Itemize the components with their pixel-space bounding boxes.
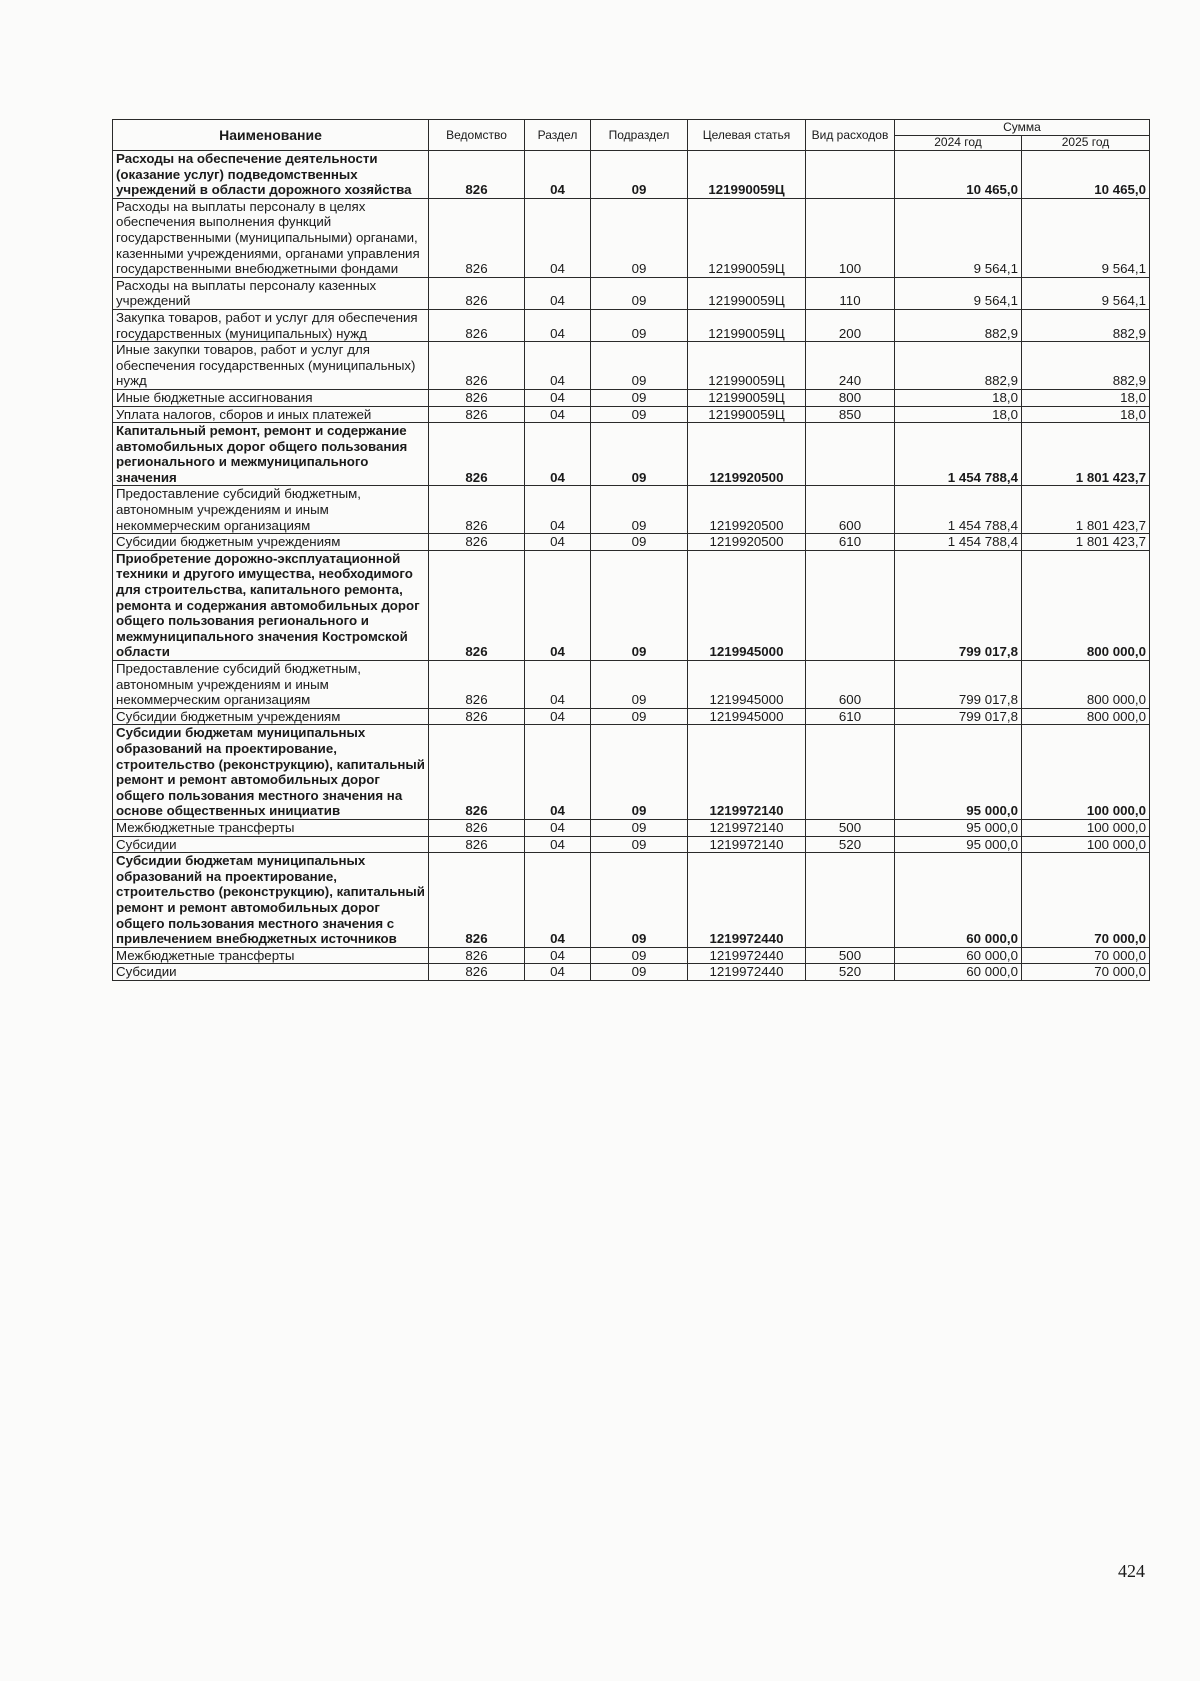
row-vid-rashodov: 100 [806, 198, 895, 277]
row-razdel: 04 [525, 198, 591, 277]
row-celevaya-statya: 1219972140 [688, 836, 806, 853]
row-sum-2025: 70 000,0 [1022, 964, 1150, 981]
row-vid-rashodov: 240 [806, 342, 895, 390]
header-summa: Сумма [895, 120, 1150, 136]
row-name: Межбюджетные трансферты [113, 947, 429, 964]
table-row [113, 836, 1150, 853]
row-razdel: 04 [525, 309, 591, 341]
row-sum-2024: 95 000,0 [895, 836, 1022, 853]
table-row [113, 853, 1150, 948]
row-sum-2024: 18,0 [895, 406, 1022, 423]
row-sum-2025: 882,9 [1022, 309, 1150, 341]
table-row [113, 342, 1150, 390]
row-name: Субсидии бюджетам муниципальных образований на проектирование, строительство (реконструкцию), капитальный ремонт и ремонт автомобильных дорог общего пользования местного значения на основе общественных инициатив [113, 725, 429, 820]
row-vedomstvo: 826 [429, 947, 525, 964]
row-sum-2025: 18,0 [1022, 389, 1150, 406]
header-vid-rashodov: Вид расходов [806, 120, 895, 151]
row-vid-rashodov [806, 853, 895, 948]
row-celevaya-statya: 1219972140 [688, 819, 806, 836]
table-row [113, 198, 1150, 277]
row-podrazdel: 09 [591, 725, 688, 820]
row-celevaya-statya: 121990059Ц [688, 406, 806, 423]
row-vid-rashodov: 600 [806, 486, 895, 534]
row-razdel: 04 [525, 389, 591, 406]
row-sum-2024: 10 465,0 [895, 151, 1022, 199]
row-sum-2024: 9 564,1 [895, 198, 1022, 277]
table-row [113, 534, 1150, 551]
row-name: Межбюджетные трансферты [113, 819, 429, 836]
row-vid-rashodov [806, 725, 895, 820]
row-podrazdel: 09 [591, 277, 688, 309]
row-vedomstvo: 826 [429, 406, 525, 423]
row-podrazdel: 09 [591, 198, 688, 277]
row-celevaya-statya: 1219972140 [688, 725, 806, 820]
row-sum-2024: 882,9 [895, 309, 1022, 341]
row-razdel: 04 [525, 661, 591, 709]
header-podrazdel: Подраздел [591, 120, 688, 151]
row-sum-2025: 10 465,0 [1022, 151, 1150, 199]
row-vedomstvo: 826 [429, 708, 525, 725]
budget-table [112, 119, 1150, 981]
table-row [113, 708, 1150, 725]
header-2024: 2024 год [895, 136, 1022, 151]
row-podrazdel: 09 [591, 964, 688, 981]
row-vedomstvo: 826 [429, 486, 525, 534]
row-celevaya-statya: 121990059Ц [688, 151, 806, 199]
row-name: Предоставление субсидий бюджетным, автономным учреждениям и иным некоммерческим организациям [113, 661, 429, 709]
row-sum-2024: 1 454 788,4 [895, 486, 1022, 534]
table-row [113, 947, 1150, 964]
row-vedomstvo: 826 [429, 151, 525, 199]
row-sum-2025: 100 000,0 [1022, 819, 1150, 836]
row-sum-2025: 9 564,1 [1022, 277, 1150, 309]
row-name: Субсидии бюджетным учреждениям [113, 708, 429, 725]
row-vid-rashodov: 610 [806, 534, 895, 551]
row-name: Приобретение дорожно-эксплуатационной техники и другого имущества, необходимого для строительства, капитального ремонта, ремонта и содержания автомобильных дорог общего пользования регионального и межмуниципального значения Костромской области [113, 550, 429, 660]
row-podrazdel: 09 [591, 342, 688, 390]
row-celevaya-statya: 1219972440 [688, 853, 806, 948]
table-row [113, 389, 1150, 406]
row-name: Иные бюджетные ассигнования [113, 389, 429, 406]
table-row [113, 277, 1150, 309]
table-row [113, 661, 1150, 709]
table-row [113, 309, 1150, 341]
row-vedomstvo: 826 [429, 819, 525, 836]
row-name: Иные закупки товаров, работ и услуг для обеспечения государственных (муниципальных) нужд [113, 342, 429, 390]
row-vid-rashodov: 500 [806, 947, 895, 964]
row-razdel: 04 [525, 819, 591, 836]
row-razdel: 04 [525, 836, 591, 853]
row-podrazdel: 09 [591, 836, 688, 853]
row-razdel: 04 [525, 947, 591, 964]
row-sum-2024: 1 454 788,4 [895, 534, 1022, 551]
row-razdel: 04 [525, 486, 591, 534]
header-name: Наименование [113, 120, 429, 151]
row-podrazdel: 09 [591, 947, 688, 964]
row-vid-rashodov: 500 [806, 819, 895, 836]
row-sum-2025: 800 000,0 [1022, 661, 1150, 709]
row-celevaya-statya: 1219920500 [688, 486, 806, 534]
row-podrazdel: 09 [591, 389, 688, 406]
row-vid-rashodov: 800 [806, 389, 895, 406]
row-vedomstvo: 826 [429, 423, 525, 486]
row-sum-2024: 60 000,0 [895, 853, 1022, 948]
row-celevaya-statya: 1219945000 [688, 550, 806, 660]
row-vid-rashodov: 200 [806, 309, 895, 341]
header-vedomstvo: Ведомство [429, 120, 525, 151]
row-sum-2025: 70 000,0 [1022, 853, 1150, 948]
row-podrazdel: 09 [591, 708, 688, 725]
row-name: Субсидии [113, 964, 429, 981]
row-podrazdel: 09 [591, 486, 688, 534]
table-row [113, 423, 1150, 486]
row-celevaya-statya: 121990059Ц [688, 342, 806, 390]
row-celevaya-statya: 1219920500 [688, 423, 806, 486]
row-sum-2024: 882,9 [895, 342, 1022, 390]
row-vedomstvo: 826 [429, 389, 525, 406]
row-razdel: 04 [525, 277, 591, 309]
row-podrazdel: 09 [591, 151, 688, 199]
row-razdel: 04 [525, 534, 591, 551]
row-vedomstvo: 826 [429, 661, 525, 709]
row-celevaya-statya: 121990059Ц [688, 277, 806, 309]
row-razdel: 04 [525, 853, 591, 948]
row-vedomstvo: 826 [429, 309, 525, 341]
row-sum-2024: 799 017,8 [895, 708, 1022, 725]
row-sum-2025: 1 801 423,7 [1022, 534, 1150, 551]
row-vedomstvo: 826 [429, 725, 525, 820]
row-celevaya-statya: 121990059Ц [688, 389, 806, 406]
row-razdel: 04 [525, 406, 591, 423]
row-vid-rashodov: 520 [806, 836, 895, 853]
row-vid-rashodov [806, 151, 895, 199]
row-celevaya-statya: 121990059Ц [688, 309, 806, 341]
row-vedomstvo: 826 [429, 964, 525, 981]
row-sum-2025: 882,9 [1022, 342, 1150, 390]
row-vedomstvo: 826 [429, 836, 525, 853]
row-podrazdel: 09 [591, 550, 688, 660]
row-sum-2024: 95 000,0 [895, 819, 1022, 836]
row-name: Предоставление субсидий бюджетным, автономным учреждениям и иным некоммерческим организациям [113, 486, 429, 534]
row-sum-2024: 9 564,1 [895, 277, 1022, 309]
row-razdel: 04 [525, 964, 591, 981]
row-name: Уплата налогов, сборов и иных платежей [113, 406, 429, 423]
row-sum-2025: 1 801 423,7 [1022, 423, 1150, 486]
row-name: Расходы на обеспечение деятельности (оказание услуг) подведомственных учреждений в области дорожного хозяйства [113, 151, 429, 199]
row-name: Субсидии бюджетам муниципальных образований на проектирование, строительство (реконструкцию), капитальный ремонт и ремонт автомобильных дорог общего пользования местного значения с привлечением внебюджетных источников [113, 853, 429, 948]
row-sum-2025: 9 564,1 [1022, 198, 1150, 277]
row-podrazdel: 09 [591, 819, 688, 836]
table-row [113, 725, 1150, 820]
row-sum-2025: 800 000,0 [1022, 550, 1150, 660]
row-vedomstvo: 826 [429, 853, 525, 948]
page-number: 424 [1118, 1561, 1145, 1581]
row-sum-2024: 799 017,8 [895, 550, 1022, 660]
row-sum-2024: 60 000,0 [895, 964, 1022, 981]
row-sum-2024: 18,0 [895, 389, 1022, 406]
row-razdel: 04 [525, 342, 591, 390]
row-name: Субсидии [113, 836, 429, 853]
table-body [113, 151, 1150, 981]
row-podrazdel: 09 [591, 534, 688, 551]
row-vid-rashodov: 110 [806, 277, 895, 309]
row-celevaya-statya: 1219920500 [688, 534, 806, 551]
row-sum-2024: 1 454 788,4 [895, 423, 1022, 486]
row-razdel: 04 [525, 423, 591, 486]
row-podrazdel: 09 [591, 423, 688, 486]
table-row [113, 550, 1150, 660]
row-sum-2024: 799 017,8 [895, 661, 1022, 709]
row-sum-2025: 70 000,0 [1022, 947, 1150, 964]
row-name: Субсидии бюджетным учреждениям [113, 534, 429, 551]
table-row [113, 819, 1150, 836]
row-celevaya-statya: 121990059Ц [688, 198, 806, 277]
row-sum-2025: 18,0 [1022, 406, 1150, 423]
row-name: Капитальный ремонт, ремонт и содержание автомобильных дорог общего пользования регионального и межмуниципального значения [113, 423, 429, 486]
row-vid-rashodov [806, 550, 895, 660]
row-sum-2025: 1 801 423,7 [1022, 486, 1150, 534]
row-razdel: 04 [525, 550, 591, 660]
table-row [113, 964, 1150, 981]
row-celevaya-statya: 1219945000 [688, 708, 806, 725]
row-sum-2024: 95 000,0 [895, 725, 1022, 820]
row-name: Расходы на выплаты персоналу казенных учреждений [113, 277, 429, 309]
table-row [113, 151, 1150, 199]
row-vid-rashodov: 600 [806, 661, 895, 709]
header-razdel: Раздел [525, 120, 591, 151]
table-row [113, 406, 1150, 423]
row-vedomstvo: 826 [429, 198, 525, 277]
row-razdel: 04 [525, 725, 591, 820]
row-celevaya-statya: 1219972440 [688, 947, 806, 964]
row-celevaya-statya: 1219945000 [688, 661, 806, 709]
row-vedomstvo: 826 [429, 277, 525, 309]
table-row [113, 486, 1150, 534]
row-sum-2024: 60 000,0 [895, 947, 1022, 964]
row-podrazdel: 09 [591, 853, 688, 948]
row-podrazdel: 09 [591, 406, 688, 423]
header-2025: 2025 год [1022, 136, 1150, 151]
row-razdel: 04 [525, 151, 591, 199]
row-vedomstvo: 826 [429, 534, 525, 551]
row-celevaya-statya: 1219972440 [688, 964, 806, 981]
row-sum-2025: 100 000,0 [1022, 836, 1150, 853]
row-vid-rashodov [806, 423, 895, 486]
row-vid-rashodov: 520 [806, 964, 895, 981]
row-razdel: 04 [525, 708, 591, 725]
row-sum-2025: 800 000,0 [1022, 708, 1150, 725]
row-vedomstvo: 826 [429, 550, 525, 660]
header-celevaya-statya: Целевая статья [688, 120, 806, 151]
row-name: Расходы на выплаты персоналу в целях обеспечения выполнения функций государственными (муниципальными) органами, казенными учреждениями, органами управления государственными внебюджетными фондами [113, 198, 429, 277]
row-name: Закупка товаров, работ и услуг для обеспечения государственных (муниципальных) нужд [113, 309, 429, 341]
row-vid-rashodov: 850 [806, 406, 895, 423]
row-podrazdel: 09 [591, 309, 688, 341]
row-sum-2025: 100 000,0 [1022, 725, 1150, 820]
row-podrazdel: 09 [591, 661, 688, 709]
row-vid-rashodov: 610 [806, 708, 895, 725]
row-vedomstvo: 826 [429, 342, 525, 390]
